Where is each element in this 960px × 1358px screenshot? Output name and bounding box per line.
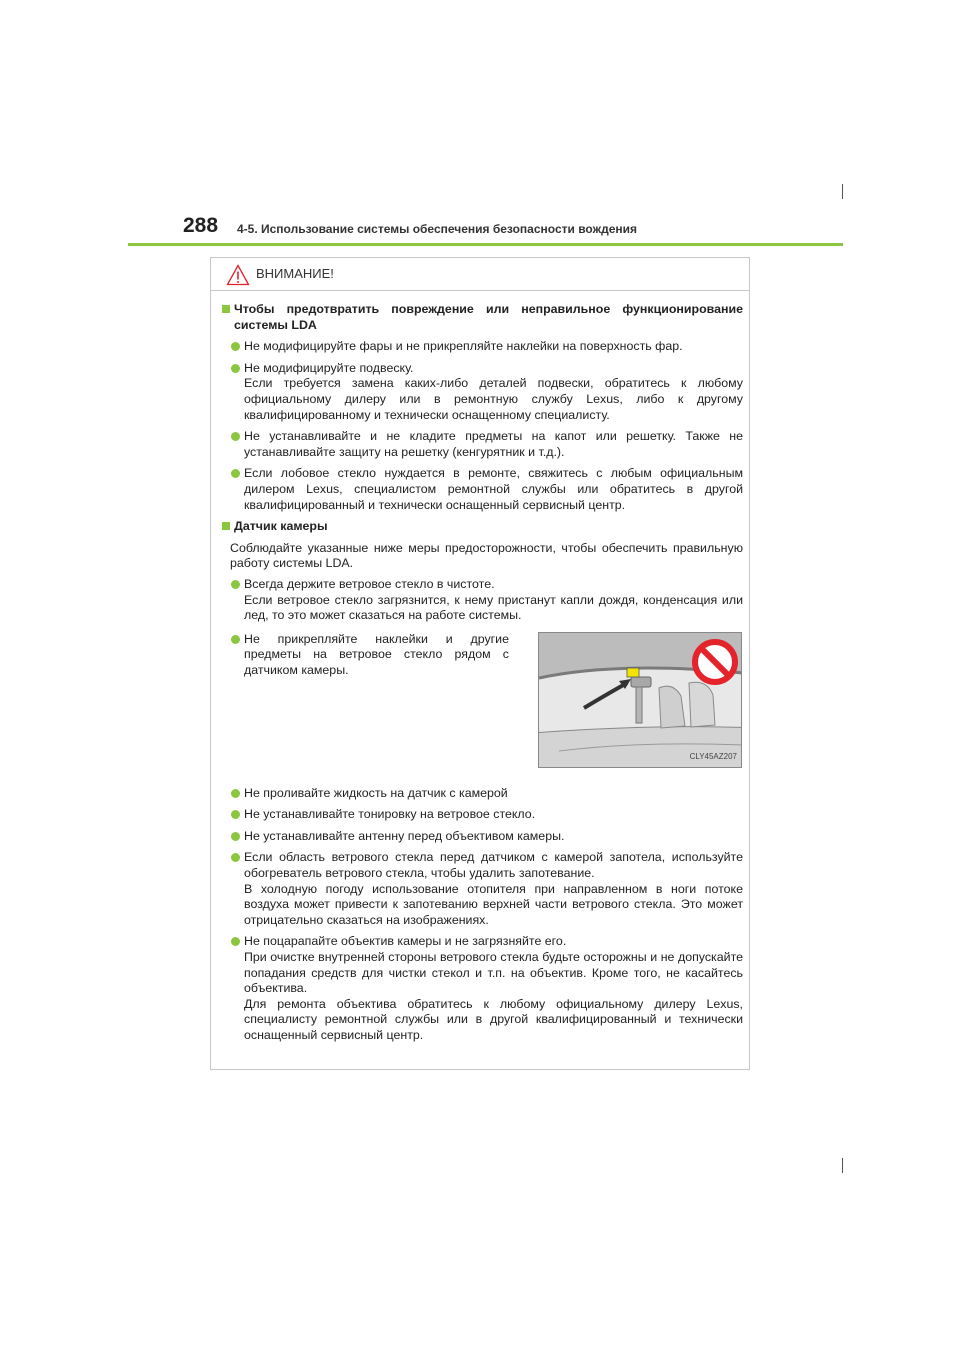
bullet-dot-icon [231,432,240,441]
section-title: 4-5. Использование системы обеспечения безопасности вождения [237,222,638,236]
list-item: Если лобовое стекло нуждается в ремонте, свяжитесь с любым официальным дилером Lexus, специалистом ремонтной службы или обратитесь в другой квалифицированный и технически оснащенный сервисный центр. [222,466,743,513]
bullet-dot-icon [231,635,240,644]
list-item: Не модифицируйте фары и не прикрепляйте наклейки на поверхность фар. [222,339,743,355]
list-item: Не устанавливайте тонировку на ветровое стекло. [222,807,743,823]
bullet-dot-icon [231,810,240,819]
caution-box [210,257,750,1070]
list-item: Не проливайте жидкость на датчик с камерой [222,786,743,802]
list-item: Не устанавливайте и не кладите предметы на капот или решетку. Также не устанавливайте защиту на решетку (кенгурятник и т.д.). [222,429,743,460]
caution-content [222,302,743,1050]
bullet-dot-icon [231,580,240,589]
bullet-dot-icon [231,342,240,351]
section-intro: Соблюдайте указанные ниже меры предосторожности, чтобы обеспечить правильную работу системы LDA. [230,540,743,571]
list-item: Не прикрепляйте наклейки и другие предметы на ветровое стекло рядом с датчиком камеры. [222,632,509,679]
bullet-dot-icon [231,364,240,373]
header-rule [128,243,843,246]
figure-code: CLY45AZ207 [689,752,737,762]
section-heading-camera: Датчик камеры [222,519,743,535]
section-heading-lda: Чтобы предотвратить повреждение или неправильное функционирование системы LDA [222,302,743,333]
car-interior-drawing [539,633,742,768]
caution-header [211,258,749,291]
bullet-dot-icon [231,937,240,946]
crop-mark-bottom [842,1158,843,1173]
list-item: Не устанавливайте антенну перед объективом камеры. [222,829,743,845]
windshield-sticker-illustration [538,632,742,768]
list-item: Не модифицируйте подвеску. Если требуется замена каких-либо деталей подвески, обратитесь к любому официальному дилеру или в ремонтную службу Lexus, либо к другому квалифицированному и технически оснащенному специалисту. [222,361,743,423]
list-item: Не поцарапайте объектив камеры и не загрязняйте его. При очистке внутренней стороны ветрового стекла будьте осторожны и не допускайте попадания средств для чистки стекол и т.п. на объектив. Кроме того, не касайтесь объектива. Для ремонта объектива обратитесь к любому официальному дилеру Lexus, специалисту ремонтной службы или в другой квалифицированный и технически оснащенный сервисный центр. [222,934,743,1043]
caution-title: ВНИМАНИЕ! [256,266,334,281]
bullet-dot-icon [231,789,240,798]
list-item: Если область ветрового стекла перед датчиком с камерой запотела, используйте обогреватель ветрового стекла, чтобы удалить запотевание. В холодную погоду использование отопителя при направленном в ноги потоке воздуха может привести к запотеванию верхней части ветрового стекла. Это может отрицательно сказаться на изображениях. [222,850,743,928]
bullet-dot-icon [231,832,240,841]
page-number: 288 [183,214,219,237]
warning-triangle-icon [226,264,250,286]
bullet-with-figure [222,632,743,782]
crop-mark-top [842,184,843,199]
list-item: Всегда держите ветровое стекло в чистоте. Если ветровое стекло загрязнится, к нему пристанут капли дождя, конденсация или лед, то это может сказаться на работе системы. [222,577,743,624]
bullet-dot-icon [231,469,240,478]
bullet-dot-icon [231,853,240,862]
